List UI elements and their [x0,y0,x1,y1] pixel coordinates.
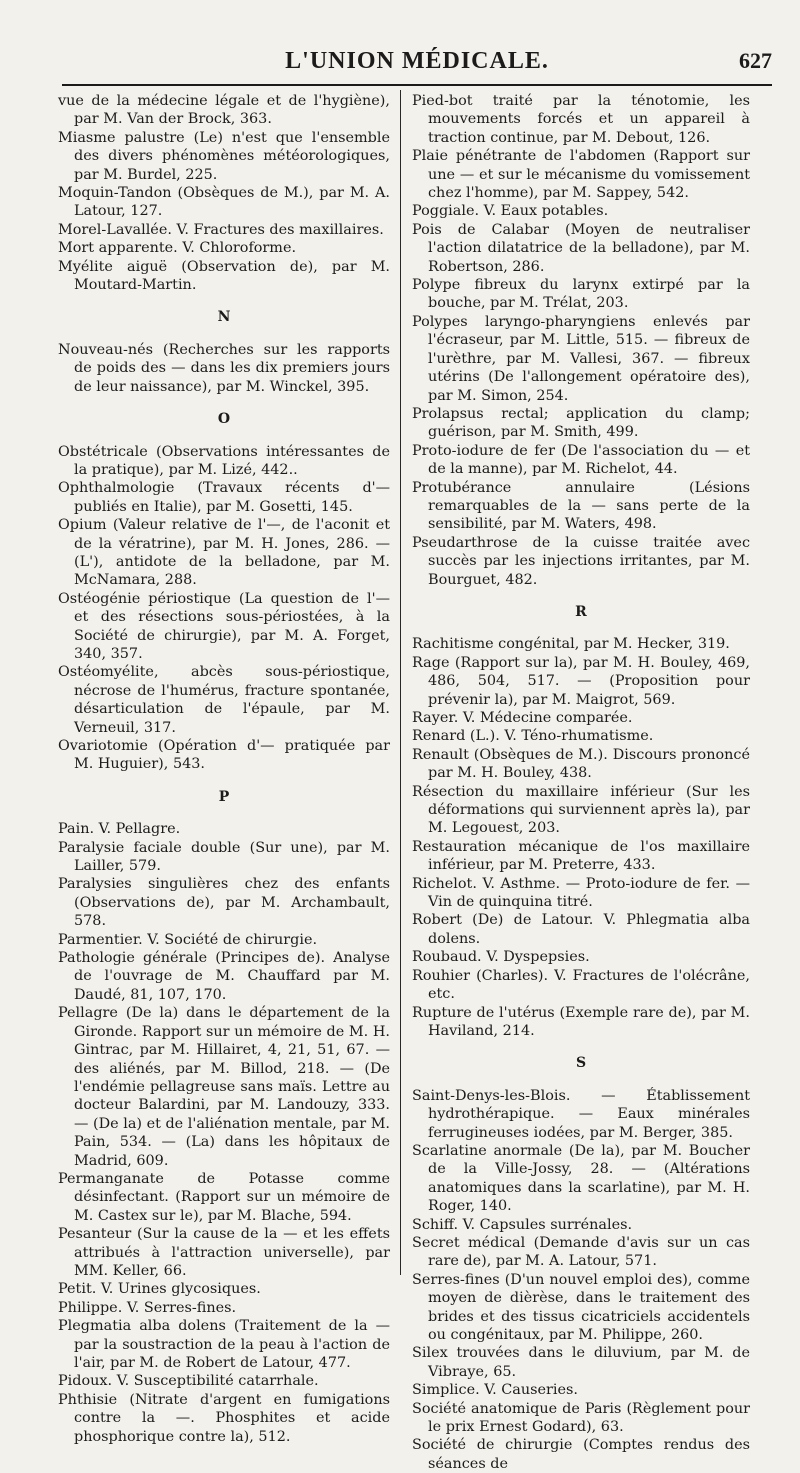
index-entry: Morel-Lavallée. V. Fractures des maxillaires. [58,221,384,238]
index-entry: Serres-fines (D'un nouvel emploi des), comme moyen de dièrèse, dans le traitement des brides et des tissus cicatriciels accidentels ou congénitaux, par M. Philippe, 260. [412,1271,750,1343]
index-entry: Rupture de l'utérus (Exemple rare de), par M. Haviland, 214. [412,1004,750,1039]
index-entry: Rachitisme congénital, par M. Hecker, 319. [412,636,730,653]
section-letter: P [218,788,230,805]
index-entry: Rayer. V. Médecine comparée. [412,710,633,726]
section-letter: N [217,309,231,326]
index-entry: Silex trouvées dans le diluvium, par M. de Vibraye, 65. [412,1345,750,1380]
index-entry: Polype fibreux du larynx extirpé par la bouche, par M. Trélat, 203. [412,277,750,312]
section-letter: O [217,411,231,428]
index-entry: Société de chirurgie (Comptes rendus des séances de [412,1437,750,1472]
header-rule [62,84,772,86]
index-entry: Pesanteur (Sur la cause de la — et les effets attribués à l'attraction universelle), par MM. Keller, 66. [58,1226,390,1279]
index-entry: Phthisie (Nitrate d'argent en fumigations contre la —. Phosphites et acide phosphorique contre la), 512. [58,1391,390,1445]
index-entry: Pidoux. V. Susceptibilité catarrhale. [58,1373,319,1390]
index-entry: Société anatomique de Paris (Règlement pour le prix Ernest Godard), 63. [412,1400,750,1436]
column-divider [400,90,401,1275]
index-entry: vue de la médecine légale et de l'hygiène), par M. Van der Brock, 363. [58,93,390,128]
index-entry: Polypes laryngo-pharyngiens enlevés par l'écraseur, par M. Little, 515. — fibreux de l'urèthre, par M. Vallesi, 367. — fibreux utérins (De l'allongement opératoire des), par M. Simon, 254. [412,313,750,404]
index-entry: Renard (L.). V. Téno-rhumatisme. [412,728,654,745]
index-entry: Schiff. V. Capsules surrénales. [412,1216,633,1233]
running-header [62,44,772,80]
index-entry: Pseudarthrose de la cuisse traitée avec succès par les injections irritantes, par M. Bourguet, 482. [412,534,750,588]
index-entry: Proto-iodure de fer (De l'association du — et de la manne), par M. Richelot, 44. [412,442,750,478]
index-entry: Scarlatine anormale (De la), par M. Boucher de la Ville-Jossy, 28. — (Altérations anatomiques dans la scarlatine), par M. H. Roger, 140. [412,1142,750,1215]
index-entry: Pellagre (De la) dans le département de la Gironde. Rapport sur un mémoire de M. H. Gintrac, par M. Hillairet, 4, 21, 51, 67. — des aliénés, par M. Billod, 218. — (De l'endémie pellagreuse sans maïs. Lettre au docteur Balardini, par M. Landouzy, 333. — (De la) et de l'aliénation mentale, par M. Pain, 534. — (La) dans les hôpitaux de Madrid, 609. [58,1005,390,1169]
right-column [412,92,750,1472]
index-entry: Secret médical (Demande d'avis sur un cas rare de), par M. A. Latour, 571. [412,1234,750,1270]
index-entry: Paralysie faciale double (Sur une), par M. Lailler, 579. [58,839,390,875]
left-column [58,92,390,1445]
index-entry: Poggiale. V. Eaux potables. [412,203,609,220]
index-entry: Plaie pénétrante de l'abdomen (Rapport sur une — et sur le mécanisme du vomissement chez l'homme), par M. Sappey, 542. [412,148,750,202]
index-entry: Saint-Denys-les-Blois. — Établissement hydrothérapique. — Eaux minérales ferrugineuses iodées, par M. Berger, 385. [412,1087,750,1141]
section-letter: S [575,1055,587,1072]
index-entry: Mort apparente. V. Chloroforme. [58,240,297,257]
index-entry: Ostéogénie périostique (La question de l'— et des résections sous-périostées, à la Société de chirurgie), par M. A. Forget, 340, 357. [58,590,390,662]
index-entry: Nouveau-nés (Recherches sur les rapports de poids des — dans les dix premiers jours de leur naissance), par M. Winckel, 395. [58,341,390,395]
index-entry: Protubérance annulaire (Lésions remarquables de la — sans perte de la sensibilité, par M. Waters, 498. [412,479,750,533]
journal-title: L'UNION MÉDICALE. [285,48,549,74]
index-entry: Permanganate de Potasse comme désinfectant. (Rapport sur un mémoire de M. Castex sur le), par M. Blache, 594. [58,1170,390,1224]
index-entry: Pathologie générale (Principes de). Analyse de l'ouvrage de M. Chauffard par M. Daudé, 81, 107, 170. [58,950,390,1003]
index-entry: Rage (Rapport sur la), par M. H. Bouley, 469, 486, 504, 517. — (Proposition pour prévenir la), par M. Maigrot, 569. [412,654,750,708]
page-number: 627 [739,48,772,73]
index-entry: Ophthalmologie (Travaux récents d'— publiés en Italie), par M. Gosetti, 145. [58,480,390,515]
index-entry: Pied-bot traité par la ténotomie, les mouvements forcés et un appareil à traction continue, par M. Debout, 126. [412,93,750,146]
index-entry: Ostéomyélite, abcès sous-périostique, nécrose de l'humérus, fracture spontanée, désarticulation de l'épaule, par M. Verneuil, 317. [58,664,390,736]
index-entry: Moquin-Tandon (Obsèques de M.), par M. A. Latour, 127. [58,185,390,220]
index-entry: Paralysies singulières chez des enfants (Observations de), par M. Archambault, 578. [58,876,390,930]
index-entry: Richelot. V. Asthme. — Proto-iodure de fer. — Vin de quinquina titré. [412,875,750,911]
index-entry: Simplice. V. Causeries. [412,1382,578,1399]
index-entry: Parmentier. V. Société de chirurgie. [58,931,318,948]
index-entry: Robert (De) de Latour. V. Phlegmatia alba dolens. [412,912,750,947]
index-entry: Philippe. V. Serres-fines. [58,1299,237,1316]
index-entry: Rouhier (Charles). V. Fractures de l'olécrâne, etc. [412,967,750,1003]
index-entry: Ovariotomie (Opération d'— pratiquée par M. Huguier), 543. [58,738,390,773]
index-entry: Roubaud. V. Dyspepsies. [412,949,590,966]
index-entry: Plegmatia alba dolens (Traitement de la — par la soustraction de la peau à l'action de l'air, par M. de Robert de Latour, 477. [58,1318,390,1371]
index-entry: Renault (Obsèques de M.). Discours prononcé par M. H. Bouley, 438. [412,746,750,782]
section-letter: R [575,603,587,620]
index-entry: Prolapsus rectal; application du clamp; guérison, par M. Smith, 499. [412,405,750,441]
index-entry: Restauration mécanique de l'os maxillaire inférieur, par M. Preterre, 433. [412,838,750,874]
index-entry: Opium (Valeur relative de l'—, de l'aconit et de la vératrine), par M. H. Jones, 286. — (L'), antidote de la belladone, par M. McNamara, 288. [58,517,390,589]
index-entry: Myélite aiguë (Observation de), par M. Moutard-Martin. [58,258,390,294]
index-entry: Pois de Calabar (Moyen de neutraliser l'action dilatatrice de la belladone), par M. Robertson, 286. [412,221,750,275]
index-entry: Miasme palustre (Le) n'est que l'ensemble des divers phénomènes météorologiques, par M. Burdel, 225. [58,129,390,183]
index-entry: Pain. V. Pellagre. [58,821,181,838]
index-entry: Petit. V. Urines glycosiques. [58,1281,261,1298]
index-entry: Résection du maxillaire inférieur (Sur les déformations qui surviennent après la), par M. Legouest, 203. [412,783,750,837]
index-entry: Obstétricale (Observations intéressantes de la pratique), par M. Lizé, 442.. [58,443,390,478]
